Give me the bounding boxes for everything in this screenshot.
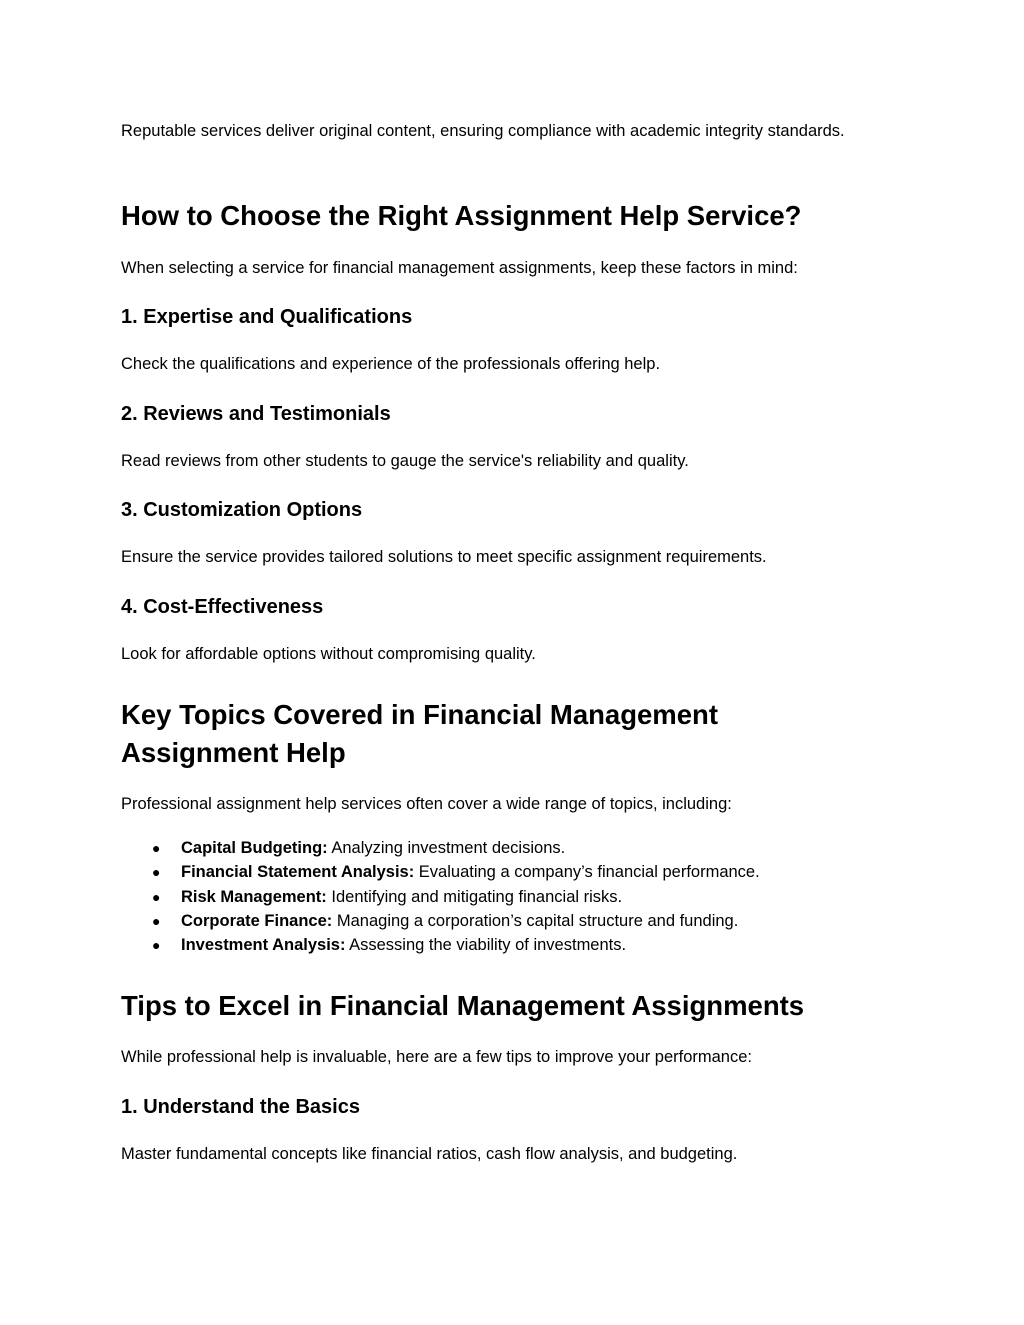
list-item-text: Evaluating a company’s financial performance. xyxy=(414,863,760,882)
subheading-basics: 1. Understand the Basics xyxy=(121,1096,360,1118)
paragraph-reviews: Read reviews from other students to gauge the service's reliability and quality. xyxy=(121,452,689,470)
bullet-icon: ● xyxy=(152,937,161,954)
heading-choose-service: How to Choose the Right Assignment Help Service? xyxy=(121,200,802,231)
list-item-term: Financial Statement Analysis: xyxy=(181,863,415,882)
list-item-text: Analyzing investment decisions. xyxy=(327,839,566,857)
paragraph-expertise: Check the qualifications and experience of the professionals offering help. xyxy=(121,355,661,373)
paragraph-cost: Look for affordable options without compromising quality. xyxy=(121,645,536,663)
list-item-term: Capital Budgeting: xyxy=(181,839,328,857)
list-item-text: Assessing the viability of investments. xyxy=(345,936,627,955)
list-item-text: Identifying and mitigating financial risks. xyxy=(326,887,623,906)
list-item-term: Investment Analysis: xyxy=(181,936,346,955)
list-item-text: Managing a corporation’s capital structure and funding. xyxy=(332,911,739,930)
bullet-icon: ● xyxy=(152,864,161,881)
paragraph-basics: Master fundamental concepts like financial ratios, cash flow analysis, and budgeting. xyxy=(121,1145,738,1163)
bullet-icon: ● xyxy=(152,888,161,905)
heading-key-topics: Key Topics Covered in Financial Management Assignment Help xyxy=(121,699,718,768)
list-item xyxy=(121,836,881,860)
intro-paragraph: Reputable services deliver original content, ensuring compliance with academic integrity standards. xyxy=(121,122,845,140)
list-item xyxy=(121,909,881,933)
topics-lead-paragraph: Professional assignment help services often cover a wide range of topics, including: xyxy=(121,795,732,813)
subheading-cost: 4. Cost-Effectiveness xyxy=(121,596,324,618)
bullet-icon: ● xyxy=(152,912,161,929)
tips-lead-paragraph: While professional help is invaluable, here are a few tips to improve your performance: xyxy=(121,1048,752,1066)
subheading-customization: 3. Customization Options xyxy=(121,499,363,521)
bullet-icon: ● xyxy=(152,840,161,856)
list-item xyxy=(121,885,881,909)
choose-lead-paragraph: When selecting a service for financial management assignments, keep these factors in mind: xyxy=(121,259,798,277)
list-item xyxy=(121,860,881,884)
list-item-term: Risk Management: xyxy=(181,887,327,906)
subheading-reviews: 2. Reviews and Testimonials xyxy=(121,403,391,425)
paragraph-customization: Ensure the service provides tailored solutions to meet specific assignment requirements. xyxy=(121,548,767,566)
list-item-term: Corporate Finance: xyxy=(181,911,333,930)
heading-tips: Tips to Excel in Financial Management Assignments xyxy=(121,990,805,1021)
subheading-expertise: 1. Expertise and Qualifications xyxy=(121,306,413,328)
list-item xyxy=(121,933,881,957)
topics-bullet-list xyxy=(121,836,881,957)
